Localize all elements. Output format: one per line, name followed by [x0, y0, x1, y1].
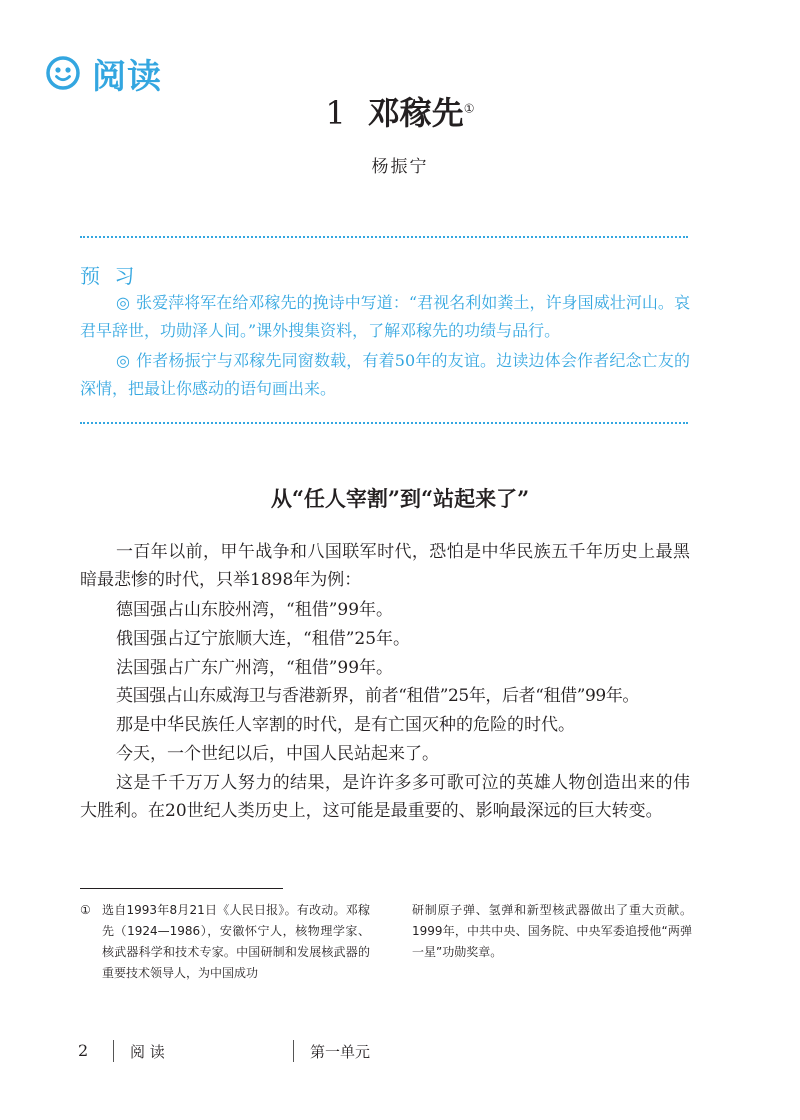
bullet-icon: ◎	[116, 351, 131, 370]
paragraph: 德国强占山东胶州湾，“租借”99年。	[116, 600, 394, 620]
preview-heading: 预 习	[80, 264, 139, 288]
lesson-number: 1	[325, 94, 346, 132]
page-number: 2	[78, 1041, 89, 1060]
section-title: 从“任人宰割”到“站起来了”	[270, 486, 530, 511]
preview-item	[80, 289, 690, 345]
bullet-icon: ◎	[116, 293, 131, 312]
paragraph: 一百年以前，甲午战争和八国联军时代，恐怕是中华民族五千年历史上最黑暗最悲惨的时代，只举1898年为例：	[80, 542, 690, 590]
footnote-mark: ①	[80, 903, 91, 917]
paragraph: 那是中华民族任人宰割的时代，是有亡国灭种的危险的时代。	[116, 715, 575, 735]
paragraph: 法国强占广东广州湾，“租借”99年。	[116, 658, 394, 678]
footnote-right-column: 研制原子弹、氢弹和新型核武器做出了重大贡献。1999年，中共中央、国务院、中央军委追授他“两弹一星”功勋奖章。	[412, 903, 692, 959]
lesson-title	[0, 88, 800, 134]
paragraph: 英国强占山东威海卫与香港新界，前者“租借”25年，后者“租借”99年。	[116, 686, 640, 706]
footnote-text: 选自1993年8月21日《人民日报》。有改动。邓稼先（1924—1986），安徽怀宁人，核物理学家、核武器科学和技术专家。中国研制和发展核武器的重要技术领导人，为中国成功	[102, 903, 370, 980]
paragraph: 俄国强占辽宁旅顺大连，“租借”25年。	[116, 629, 411, 649]
section-label: 阅读	[92, 57, 162, 97]
preview-item-text: 张爱萍将军在给邓稼先的挽诗中写道：“君视名利如粪土，许身国威壮河山。哀君早辞世，功勋泽人间。”课外搜集资料，了解邓稼先的功绩与品行。	[80, 293, 690, 340]
footnote-rule	[80, 888, 283, 889]
footnote-left-column	[80, 900, 370, 984]
dotted-divider-bottom	[80, 422, 688, 424]
footer-divider	[113, 1040, 114, 1062]
lesson-title-text: 邓稼先	[367, 94, 464, 132]
paragraph: 今天，一个世纪以后，中国人民站起来了。	[116, 744, 439, 764]
footer-unit: 第一单元	[310, 1043, 371, 1061]
smiley-face-icon	[46, 56, 80, 90]
footer-section: 阅 读	[130, 1043, 165, 1061]
footnote-ref: ①	[463, 101, 475, 116]
preview-item	[80, 347, 690, 403]
footer-divider	[293, 1040, 294, 1062]
preview-item-text: 作者杨振宁与邓稼先同窗数载，有着50年的友谊。边读边体会作者纪念亡友的深情，把最让你感动的语句画出来。	[80, 351, 690, 398]
dotted-divider-top	[80, 236, 688, 238]
paragraph: 这是千千万万人努力的结果，是许许多多可歌可泣的英雄人物创造出来的伟大胜利。在20世纪人类历史上，这可能是最重要的、影响最深远的巨大转变。	[80, 773, 690, 821]
author: 杨振宁	[371, 157, 429, 177]
